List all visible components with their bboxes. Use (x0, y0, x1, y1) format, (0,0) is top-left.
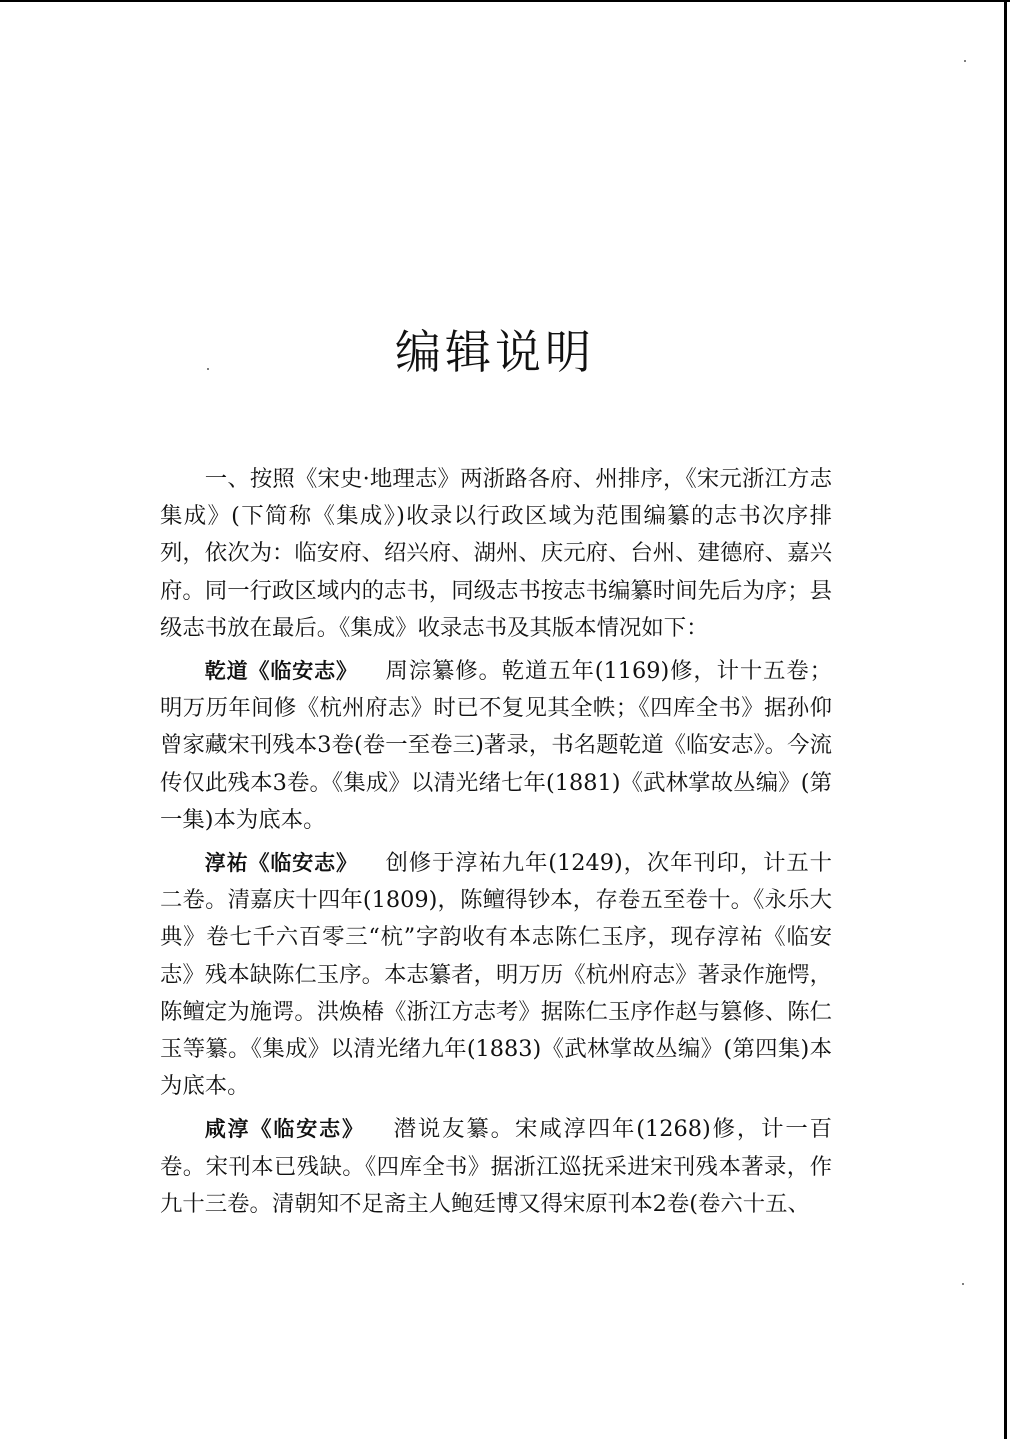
paragraph (160, 461, 832, 647)
paragraph (160, 653, 832, 839)
page-right-border (1004, 0, 1007, 1439)
paragraph-lead: 乾道《临安志》 (204, 659, 358, 684)
paragraph-text: 周淙纂修。乾道五年(1169)修，计十五卷；明万历年间修《杭州府志》时已不复见其全帙；《四库全书》据孙仰曾家藏宋刊残本3卷(卷一至卷三)著录，书名题乾道《临安志》。今流传仅此残本3卷。《集成》以清光绪七年(1881)《武林掌故丛编》(第一集)本为底本。 (160, 658, 832, 833)
page-title: 编辑说明 (395, 325, 595, 379)
scan-speck (964, 60, 966, 62)
paragraph-lead: 咸淳《临安志》 (204, 1117, 365, 1142)
page-top-border (0, 0, 1010, 2)
paragraph (160, 1111, 832, 1223)
paragraph-text: 潜说友纂。宋咸淳四年(1268)修，计一百卷。宋刊本已残缺。《四库全书》据浙江巡抚采进宋刊残本著录，作九十三卷。清朝知不足斋主人鲍廷博又得宋原刊本2卷(卷六十五、 (160, 1116, 833, 1217)
paragraph (160, 845, 832, 1105)
body-text (160, 461, 832, 1229)
scan-speck (962, 1283, 964, 1285)
paragraph-text: 一、按照《宋史·地理志》两浙路各府、州排序，《宋元浙江方志集成》(下简称《集成》)收录以行政区域为范围编纂的志书次序排列，依次为：临安府、绍兴府、湖州、庆元府、台州、建德府、嘉兴府。同一行政区域内的志书，同级志书按志书编纂时间先后为序；县级志书放在最后。《集成》收录志书及其版本情况如下： (160, 466, 832, 641)
paragraph-text: 创修于淳祐九年(1249)，次年刊印，计五十二卷。清嘉庆十四年(1809)，陈鳣得钞本，存卷五至卷十。《永乐大典》卷七千六百零三“杭”字韵收有本志陈仁玉序，现存淳祐《临安志》残本缺陈仁玉序。本志纂者，明万历《杭州府志》著录作施愕，陈鳣定为施谔。洪焕椿《浙江方志考》据陈仁玉序作赵与篡修、陈仁玉等纂。《集成》以清光绪九年(1883)《武林掌故丛编》(第四集)本为底本。 (160, 850, 832, 1100)
paragraph-lead: 淳祐《临安志》 (204, 851, 358, 876)
